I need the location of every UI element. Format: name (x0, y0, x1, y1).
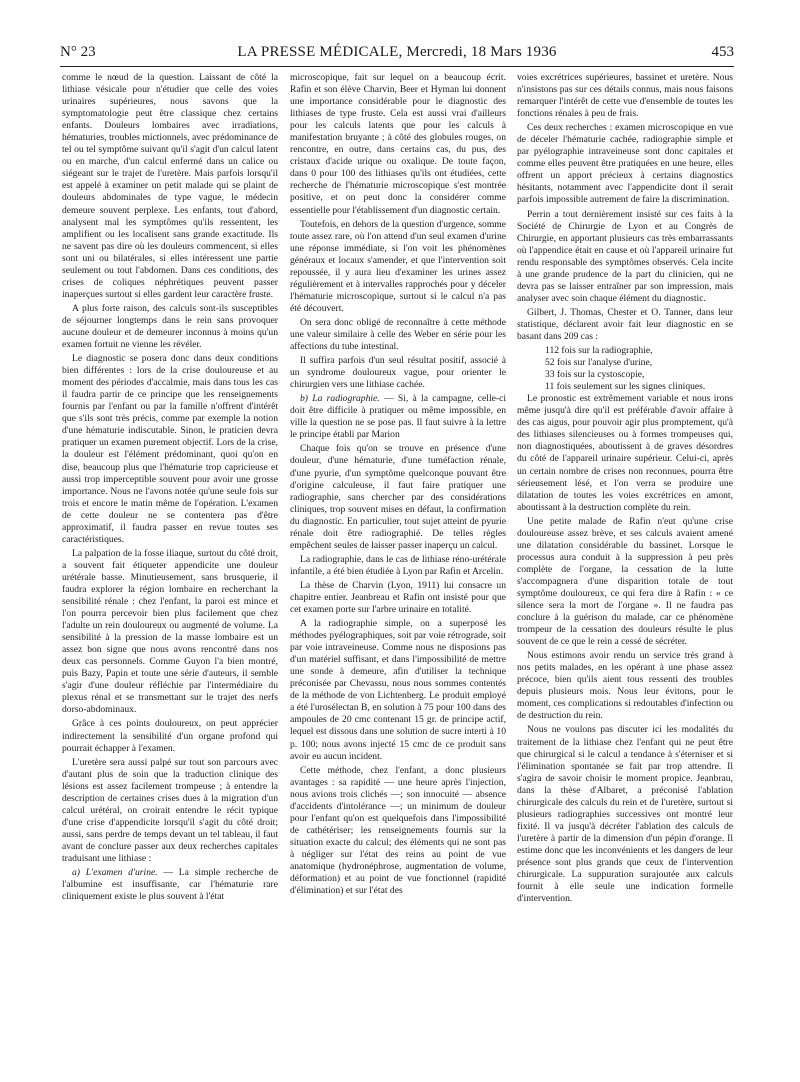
paragraph: L'uretère sera aussi palpé sur tout son parcours avec d'autant plus de soin que la traduction clinique des lésions est assez facilement trompeuse ; à entendre la description de certaines crises dues à la migration d'un calcul urétéral, on croirait entendre le récit typique d'une crise d'appendicite lorsqu'il s'agit du côté droit; aussi, sans perdre de temps devant un tel tableau, il faut avant de conclure passer aux deux recherches capitales traduisant une lithiase : (62, 756, 278, 864)
paragraph: Le diagnostic se posera donc dans deux conditions bien différentes : lors de la crise douloureuse et au moment des périodes d'accalmie, mais dans tous les cas il faudra partir de ce principe que les renseignements fournis par l'enfant ou par la famille n'offrent d'intérêt que s'ils sont très précis, comme par exemple la notion d'une hématurie indiscutable. Sinon, le praticien devra pratiquer un examen purement objectif. Lors de la crise, la douleur est l'élément prédominant, quoi qu'on en dise, beaucoup plus que l'hématurie trop capricieuse et aussi trop imperceptible souvent pour avoir une grosse importance. Nous ne l'avons notée qu'une seule fois sur trois et encore le matin même de l'opération. L'examen de cette douleur ne se contentera pas d'être approximatif, il faudra passer en revue toutes ses caractéristiques. (62, 353, 278, 545)
paragraph: Chaque fois qu'on se trouve en présence d'une douleur, d'une hématurie, d'une tuméfaction rénale, d'une pyurie, d'un symptôme quelconque pouvant être d'origine calculeuse, il faut faire pratiquer une radiographie, sans chercher par des considérations cliniques, trop souvent mises en défaut, la confirmation du diagnostic. En particulier, tout sujet atteint de pyurie rénale doit être radiographié. De telles règles empêchent seules de laisser passer inaperçu un calcul. (290, 443, 506, 551)
paragraph: Le pronostic est extrêmement variable et nous irons même jusqu'à dire qu'il est préférable d'avoir affaire à des cas aigus, pour pouvoir agir plus promptement, qu'à des lithiases silencieuses ou à formes trompeuses qui, non diagnostiquées, aboutissent à de graves désordres du côté de l'appareil urinaire supérieur. Celui-ci, après un certain nombre de crises non reconnues, pourra être sérieusement lésé, et l'on verra se produire une dilatation de toutes les voies excrétrices en amont, aboutissant à la destruction complète du rein. (517, 393, 733, 513)
paragraph: La palpation de la fosse iliaque, surtout du côté droit, a souvent fait étiqueter appendicite une douleur urétérale basse. Minutieusement, sans brusquerie, il faudra explorer la région lombaire en recherchant la sensibilité rénale : chez l'enfant, la paroi est mince et l'on pourra percevoir bien plus facilement que chez l'adulte un rein douloureux ou augmenté de volume. La sensibilité à la pression de la masse lombaire est un assez bon signe que nous avons rencontré dans nos deux cas personnels. Comme Guyon l'a bien montré, puis Bazy, Papin et toute une série d'auteurs, il semble s'agir d'une douleur réfléchie par l'intermédiaire du plexus rénal et se transmettant sur le trajet des nerfs dorso-abdominaux. (62, 547, 278, 716)
text-column-3 (517, 72, 733, 1072)
paragraph: Ces deux recherches : examen microscopique en vue de déceler l'hématurie cachée, radiographie simple et par pyélographie intraveineuse sont donc capitales et comme elles peuvent être pratiquées en une heure, elles offrent un apport précieux à certains diagnostics hésitants, notamment avec l'appendicite dont il serait parfois impossible autrement de faire la discrimination. (517, 122, 733, 206)
page-number: 453 (711, 44, 734, 60)
paragraph: Cette méthode, chez l'enfant, a donc plusieurs avantages : sa rapidité — une heure après l'injection, nous avions trois clichés —; son innocuité — absence d'accidents d'intolérance —; un minimum de douleur pour l'enfant qu'on est quelquefois dans l'impossibilité de cathétériser; les renseignements fournis sur la situation exacte du calcul; des éléments qui ne sont pas à négliger sur l'état des reins au point de vue anatomique (hydronéphrose, augmentation de volume, déformation) et au point de vue fonctionnel (rapidité d'élimination) et sur l'état des (290, 764, 506, 897)
header-rule (60, 66, 734, 67)
paragraph: Il suffira parfois d'un seul résultat positif, associé à un syndrome douloureux vague, pour orienter le chirurgien vers une lithiase cachée. (290, 355, 506, 391)
paragraph: microscopique, fait sur lequel on a beaucoup écrit. Rafin et son élève Charvin, Beer et Hyman lui donnent une importance considérable pour le diagnostic des lithiases de type fruste. Cela est aussi vrai d'ailleurs pour les calculs latents que pour les calculs à manifestation bruyante ; à côté des globules rouges, on rencontre, en outre, dans certains cas, du pus, des cristaux d'acide urique ou oxalique. De toute façon, dans 0 pour 100 des lithiases qu'ils ont étudiées, cette recherche de l'hématurie microscopique s'est montrée positive, et on peut donc la considérer comme essentielle pour l'établissement d'un diagnostic certain. (290, 72, 506, 216)
paragraph: Toutefois, en dehors de la question d'urgence, somme toute assez rare, où l'on attend d'un seul examen d'urine une réponse immédiate, si l'on voit les phénomènes généraux et locaux s'amender, et que l'intervention soit repoussée, il y aura lieu d'examiner les urines assez régulièrement et à intervalles rapprochés pour y déceler l'hématurie microscopique, surtout si le calcul n'a pas été découvert. (290, 218, 506, 314)
paragraph: La radiographie, dans le cas de lithiase réno-urétérale infantile, a été bien étudiée à Lyon par Rafin et Arcelin. (290, 553, 506, 577)
paragraph: A plus forte raison, des calculs sont-ils susceptibles de séjourner longtemps dans le rein sans provoquer aucune douleur et de demeurer inconnus à moins qu'un examen fortuit ne vienne les révéler. (62, 302, 278, 351)
section-label: a) L'examen d'urine. (72, 867, 158, 879)
paragraph (62, 867, 278, 903)
paragraph (290, 393, 506, 441)
section-label: b) La radiographie. (300, 393, 380, 405)
page-header (60, 44, 734, 66)
list-item: 33 fois sur la cystoscopie, (545, 369, 645, 381)
paragraph: Gilbert, J. Thomas, Chester et O. Tanner, dans leur statistique, déclarent avoir fait leur diagnostic en se basant dans 209 cas : (517, 306, 733, 342)
list-item: 11 fois seulement sur les signes cliniques. (545, 381, 706, 393)
paragraph-text: — Si, à la campagne, celle-ci doit être difficile à pratiquer ou même impossible, en ville la question ne se pose pas. Il faut suivre à la lettre le principe établi par Marion (290, 393, 506, 441)
paragraph: Grâce à ces points douloureux, on peut apprécier indirectement la sensibilité d'un organe profond qui pourrait échapper à l'examen. (62, 718, 278, 754)
paragraph: Nous ne voulons pas discuter ici les modalités du traitement de la lithiase chez l'enfant qui ne peut être que chirurgical si le calcul a tendance à s'éterniser et si l'élimination spontanée se fait par trop attendre. Il s'agira de savoir choisir le moment propice. Jeanbrau, dans la thèse d'Albaret, a préconisé l'ablation chirurgicale des calculs du rein et de l'uretère, surtout si plusieurs radiographies successives ont montré leur fixité. Il va jusqu'à décréter l'ablation des calculs de l'uretère à partir de la dimension d'un pépin d'orange. Il estime donc que les inconvénients et les dangers de leur présence sont plus grands que ceux de l'intervention chirurgicale. La suppuration surajoutée aux calculs fournit à elle seule une indication formelle d'intervention. (517, 724, 733, 905)
paragraph: La thèse de Charvin (Lyon, 1911) lui consacre un chapitre entier. Jeanbreau et Rafin ont insisté pour que cet examen porte sur l'arbre urinaire en totalité. (290, 579, 506, 616)
journal-title: LA PRESSE MÉDICALE, Mercredi, 18 Mars 1936 (237, 44, 557, 60)
issue-number: N° 23 (60, 44, 96, 60)
paragraph: On sera donc obligé de reconnaître à cette méthode une valeur similaire à celle des Weber en série pour les affections du tube intestinal. (290, 316, 506, 353)
paragraph: Nous estimons avoir rendu un service très grand à nos petits malades, en les opérant à une phase assez précoce, bien qu'ils aient tous ressenti des troubles depuis plusieurs mois. Nous leur évitons, pour le moment, ces complications si redoutables d'infection ou de destruction du rein. (517, 650, 733, 722)
paragraph: Une petite malade de Rafin n'eut qu'une crise douloureuse assez brève, et ses calculs avaient amené une dilatation considérable du bassinet. Lorsque le processus aura conduit à la suppression à peu près complète de l'organe, la cessation de la lutte s'accompagnera d'une disparition totale de tout symptôme douloureux, ce qui fera dire à Rafin : « ce silence sera la mort de l'organe ». Il ne faudra pas conclure à la guérison du malade, car ce phénomène trompeur de la cessation des douleurs résulte le plus souvent de ce que le rein a cessé de sécréter. (517, 515, 733, 648)
paragraph: comme le nœud de la question. Laissant de côté la lithiase vésicale pour n'étudier que celle des voies urinaires supérieures, nous savons que la symptomatologie peut être classique chez certains enfants. Douleurs lombaires avec irradiations, hématuries, troubles mictionnels, avec prédominance de tel ou tel symptôme suivant qu'il s'agit d'un calcul latent ou en marche, d'un calcul enfermé dans un calice ou siégeant sur le trajet de l'uretère. Mais parfois lorsqu'il est appelé à examiner un petit malade qui se plaint de douleurs abdominales de type vague, le médecin demeure souvent perplexe. Les enfants, tout d'abord, analysent mal les symptômes qu'ils ressentent, les amplifient ou les localisent sans grande exactitude. Ils ne savent pas dire où les douleurs commencent, si elles sont uni ou bilatérales, si elles intéressent une partie seulement ou tout l'abdomen. Dans ces conditions, des crises de coliques néphrétiques peuvent passer inaperçues surtout si elles gardent leur caractère fruste. (62, 72, 278, 300)
text-column-1 (62, 72, 278, 1072)
list-item: 112 fois sur la radiographie, (545, 345, 653, 357)
list-item: 52 fois sur l'analyse d'urine, (545, 357, 653, 369)
paragraph-text: — La simple recherche de l'albumine est insuffisante, car l'hématurie rare cliniquement existe le plus souvent à l'état (62, 867, 278, 903)
paragraph: Perrin a tout dernièrement insisté sur ces faits à la Société de Chirurgie de Lyon et au Congrès de Chirurgie, en apportant plusieurs cas très embarrassants où l'appendice était en cause et où l'appareil urinaire fut rendu responsable des symptômes observés. Cela incite à une grande prudence de la part du clinicien, qui ne devra pas se laisser entraîner par son impression, mais analyser avec soin chaque élément du diagnostic. (517, 208, 733, 304)
text-column-2 (290, 72, 506, 1072)
paragraph: A la radiographie simple, on a superposé les méthodes pyélographiques, soit par voie rétrograde, soit par voie intraveineuse. Comme nous ne disposions pas d'un matériel suffisant, et dans l'impossibilité de mettre une sonde à demeure, afin d'utiliser la technique préconisée par Chevassu, nous nous sommes contentés de la méthode de von Lichtenberg. Le produit employé a été l'urosélectan B, en solution à 75 pour 100 dans des ampoules de 20 cmc contenant 15 gr. de principe actif, lequel est dissous dans une solution de sucre interti à 10 p. 100; nous avons injecté 15 cmc de ce produit sans avoir eu aucun incident. (290, 618, 506, 762)
paragraph: voies excrétrices supérieures, bassinet et uretère. Nous n'insistons pas sur ces détails connus, mais nous faisons remarquer l'intérêt de cette vue d'ensemble de toutes les fonctions rénales à peu de frais. (517, 72, 733, 120)
